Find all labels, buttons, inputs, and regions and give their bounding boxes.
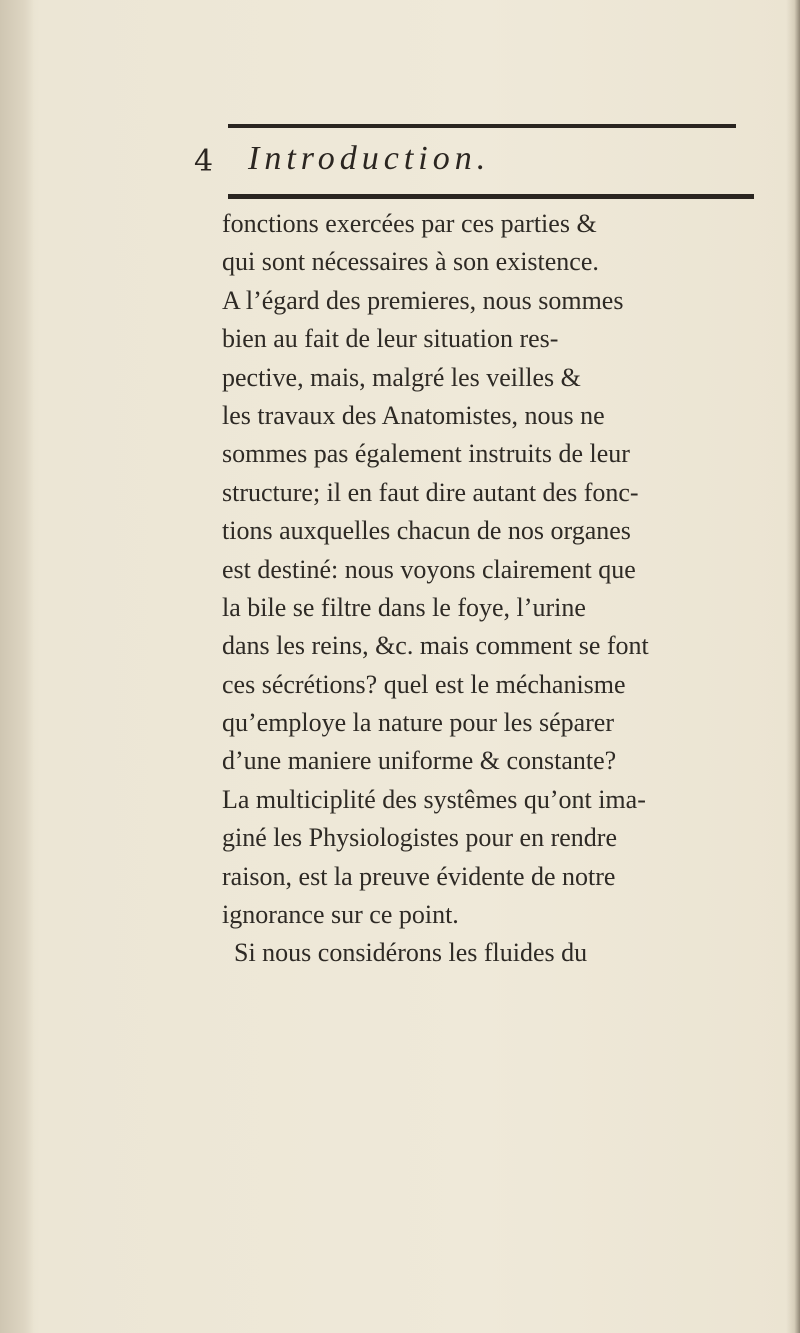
page-header <box>194 140 754 190</box>
page-number: 4 <box>194 144 214 179</box>
text-line: la bile se filtre dans le foye, l’urine <box>222 592 586 622</box>
text-line: tions auxquelles chacun de nos organes <box>222 516 631 546</box>
body-text <box>222 205 762 973</box>
text-line: est destiné: nous voyons clairement que <box>222 554 636 584</box>
text-line: ces sécrétions? quel est le méchanisme <box>222 669 626 699</box>
page-edge-shadow <box>786 0 800 1333</box>
text-line: bien au fait de leur situation res- <box>222 324 559 354</box>
text-line: qui sont nécessaires à son existence. <box>222 247 599 277</box>
text-line: raison, est la preuve évidente de notre <box>222 861 616 891</box>
text-line: A l’égard des premieres, nous sommes <box>222 285 624 315</box>
text-line: dans les reins, &c. mais comment se font <box>222 631 649 661</box>
header-rule-bottom <box>228 194 754 199</box>
text-line: structure; il en faut dire autant des fonc- <box>222 477 639 507</box>
text-line: d’une maniere uniforme & constante? <box>222 746 617 776</box>
text-line: pective, mais, malgré les veilles & <box>222 362 581 392</box>
text-line: qu’employe la nature pour les séparer <box>222 708 615 738</box>
header-rule-top <box>228 124 736 128</box>
binding-gutter <box>0 0 34 1333</box>
text-line: ignorance sur ce point. <box>222 900 459 930</box>
text-line: La multiciplité des systêmes qu’ont ima- <box>222 784 646 814</box>
text-line: Si nous considérons les fluides du <box>234 938 588 968</box>
running-title: Introduction. <box>248 140 491 177</box>
text-line: les travaux des Anatomistes, nous ne <box>222 400 605 430</box>
text-line: sommes pas également instruits de leur <box>222 439 630 469</box>
text-line: giné les Physiologistes pour en rendre <box>222 823 617 853</box>
text-line: fonctions exercées par ces parties & <box>222 209 597 238</box>
